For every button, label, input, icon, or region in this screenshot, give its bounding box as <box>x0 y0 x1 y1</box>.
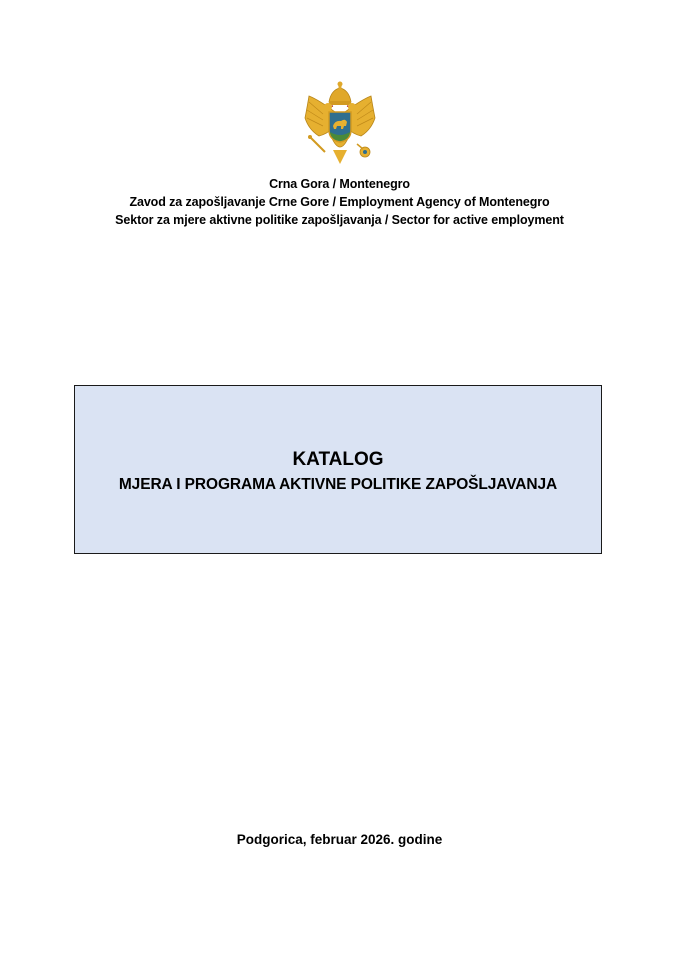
title-box <box>74 385 602 554</box>
header-agency: Zavod za zapošljavanje Crne Gore / Employment Agency of Montenegro <box>129 195 550 209</box>
document-title: KATALOG <box>292 448 384 470</box>
header-sector: Sektor za mjere aktivne politike zapošljavanja / Sector for active employment <box>115 213 564 227</box>
document-subtitle: MJERA I PROGRAMA AKTIVNE POLITIKE ZAPOŠLJAVANJA <box>118 475 558 493</box>
montenegro-coat-of-arms-icon <box>301 78 379 168</box>
place-date: Podgorica, februar 2026. godine <box>236 832 443 847</box>
document-header <box>0 175 679 229</box>
header-country: Crna Gora / Montenegro <box>269 177 410 191</box>
